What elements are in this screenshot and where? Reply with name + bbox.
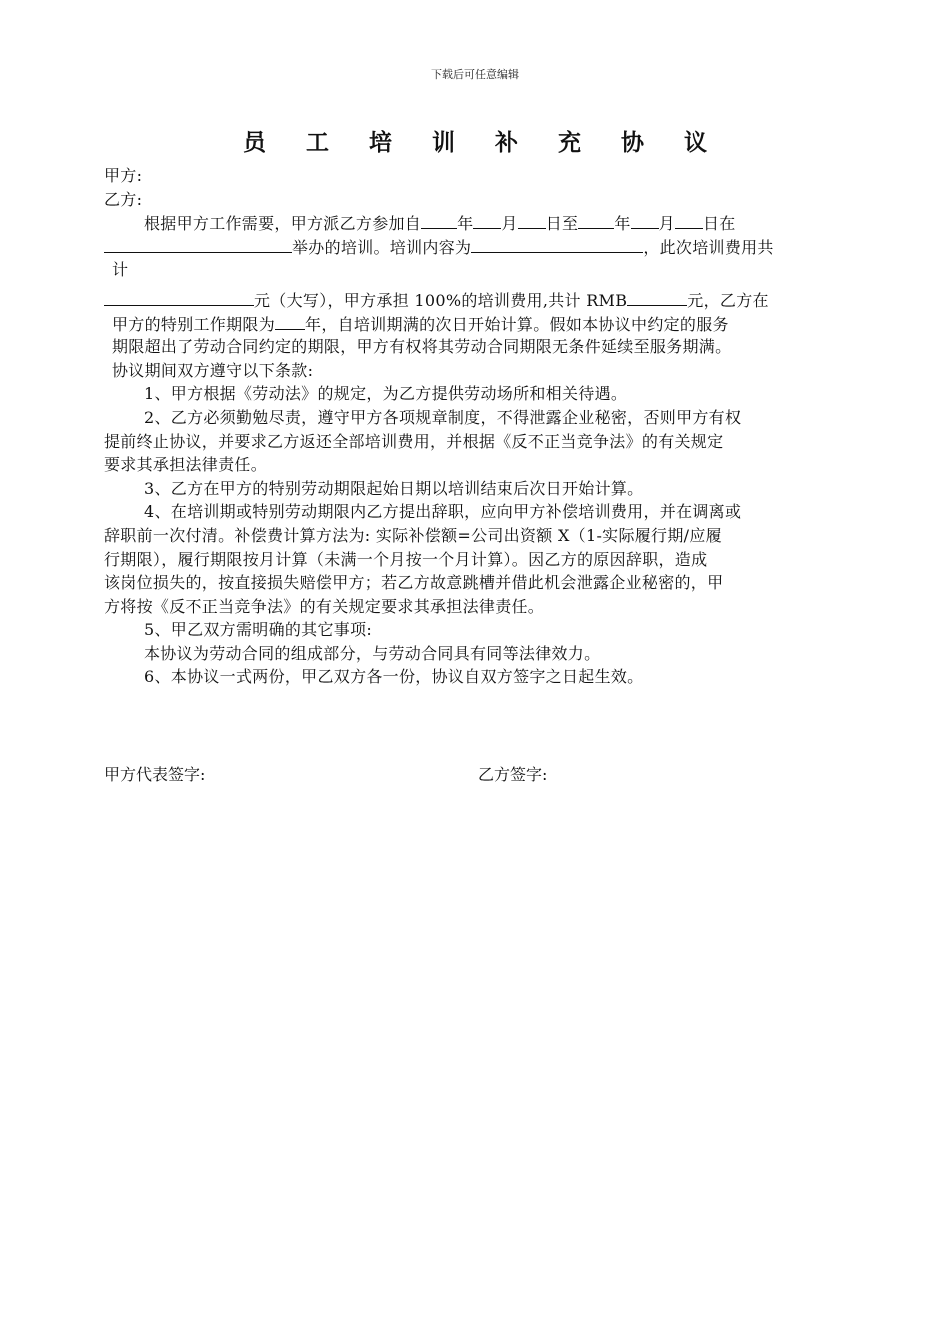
party-b-line xyxy=(104,188,844,212)
intro-line-4: 元（大写），甲方承担 100%的培训费用,共计 RMB 元，乙方在 xyxy=(104,288,844,312)
end-year-blank[interactable] xyxy=(578,211,614,229)
organizer-blank[interactable] xyxy=(104,235,292,253)
start-year-blank[interactable] xyxy=(421,211,457,229)
cost-amount-blank[interactable] xyxy=(104,288,254,306)
training-content-blank[interactable] xyxy=(471,235,643,253)
party-b-signature-label: 乙方签字: xyxy=(478,765,548,784)
intro-line-6: 期限超出了劳动合同约定的期限，甲方有权将其劳动合同期限无条件延续至服务期满。 xyxy=(112,337,732,357)
clause-5: 5、甲乙双方需明确的其它事项: xyxy=(144,620,373,640)
agreement-body xyxy=(104,164,844,689)
clause-2-line-3: 要求其承担法律责任。 xyxy=(104,455,268,475)
clause-1: 1、甲方根据《劳动法》的规定，为乙方提供劳动场所和相关待遇。 xyxy=(144,384,628,404)
document-title: 员 工 培 训 补 充 协 议 xyxy=(242,129,724,156)
party-a-signature-label: 甲方代表签字: xyxy=(104,765,206,784)
clause-2-line-1: 2、乙方必须勤勉尽责，遵守甲方各项规章制度，不得泄露企业秘密，否则甲方有权 xyxy=(144,407,742,427)
clause-4-line-2: 辞职前一次付清。补偿费计算方法为: 实际补偿额=公司出资额 X（1-实际履行期/应履 xyxy=(104,525,722,545)
clause-5-detail: 本协议为劳动合同的组成部分，与劳动合同具有同等法律效力。 xyxy=(144,643,601,663)
party-a-label: 甲方: xyxy=(104,166,143,185)
service-years-blank[interactable] xyxy=(275,312,305,330)
clause-4-line-5: 方将按《反不正当竞争法》的有关规定要求其承担法律责任。 xyxy=(104,596,545,616)
header-note: 下载后可任意编辑 xyxy=(431,68,519,81)
party-b-label: 乙方: xyxy=(104,189,143,209)
intro-line-3: 计 xyxy=(112,260,129,280)
clause-4-line-1: 4、在培训期或特别劳动期限内乙方提出辞职，应向甲方补偿培训费用，并在调离或 xyxy=(144,502,742,522)
start-day-blank[interactable] xyxy=(518,211,546,229)
intro-line-5: 甲方的特别工作期限为 年，自培训期满的次日开始计算。假如本协议中约定的服务 xyxy=(104,312,844,336)
clause-2-line-2: 提前终止协议，并要求乙方返还全部培训费用，并根据《反不正当竞争法》的有关规定 xyxy=(104,431,724,451)
rmb-amount-blank[interactable] xyxy=(627,288,687,306)
intro-line-1: 根据甲方工作需要，甲方派乙方参加自 年 月 日至 年 月 日在 xyxy=(104,211,844,235)
start-month-blank[interactable] xyxy=(473,211,501,229)
end-month-blank[interactable] xyxy=(631,211,659,229)
signature-row xyxy=(104,762,844,786)
clause-3: 3、乙方在甲方的特别劳动期限起始日期以培训结束后次日开始计算。 xyxy=(144,478,644,498)
clause-4-line-4: 该岗位损失的，按直接损失赔偿甲方；若乙方故意跳槽并借此机会泄露企业秘密的，甲 xyxy=(104,573,724,593)
terms-intro: 协议期间双方遵守以下条款: xyxy=(112,360,314,380)
clause-6: 6、本协议一式两份，甲乙双方各一份，协议自双方签字之日起生效。 xyxy=(144,667,644,687)
party-a-line xyxy=(104,164,844,188)
clause-4-line-3: 行期限），履行期限按月计算（未满一个月按一个月计算）。因乙方的原因辞职，造成 xyxy=(104,549,708,569)
intro-line-2: 举办的培训。培训内容为 ，此次培训费用共 xyxy=(104,235,844,259)
end-day-blank[interactable] xyxy=(675,211,703,229)
